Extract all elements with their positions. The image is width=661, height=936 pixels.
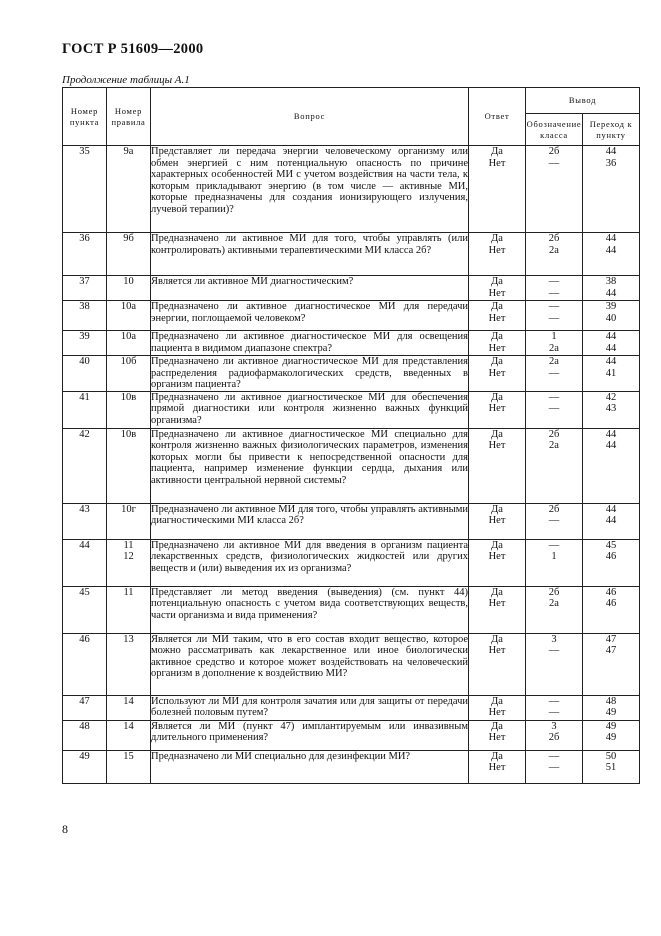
- answer-no: Нет: [488, 551, 506, 562]
- item-number-cell: [63, 233, 107, 276]
- answer-cell: [469, 503, 526, 539]
- item-number-cell: [63, 539, 107, 586]
- answer-yes: Да: [491, 750, 503, 762]
- item-number: 35: [79, 146, 90, 157]
- answer-yes: Да: [491, 720, 503, 732]
- class-if-no: —: [548, 403, 560, 414]
- go-to-if-yes: 47: [605, 633, 617, 645]
- answer-yes: Да: [491, 695, 503, 707]
- question-cell: Является ли активное МИ диагностическим?: [151, 276, 469, 301]
- answer-no: Нет: [488, 762, 506, 773]
- header-answer: Ответ: [469, 88, 526, 146]
- go-to-if-no: 36: [605, 157, 617, 169]
- go-to-if-no: 43: [605, 403, 617, 414]
- class-if-yes: 3: [551, 720, 557, 732]
- class-if-no: 2а: [549, 244, 559, 256]
- go-to-if-yes: 44: [605, 503, 617, 515]
- question-cell: Используют ли МИ для контроля зачатия или для защиты от передачи болезней половым путем?: [151, 695, 468, 718]
- answer-yes: Да: [491, 391, 503, 403]
- table-row: [63, 356, 640, 392]
- answer-cell: [469, 428, 526, 503]
- go-to-if-no: 49: [605, 732, 617, 743]
- rule-number-cell: [107, 356, 151, 392]
- class-cell: [526, 233, 583, 276]
- rule-number: 13: [123, 633, 134, 645]
- rule-number-cell: [107, 428, 151, 503]
- answer-no: Нет: [488, 157, 506, 169]
- go-to-cell: [583, 720, 640, 750]
- go-to-if-yes: 44: [605, 356, 617, 367]
- answer-cell: [469, 146, 526, 233]
- rule-number: 10в: [120, 391, 137, 403]
- table-row: [63, 391, 640, 428]
- item-number-cell: [63, 586, 107, 633]
- class-if-yes: —: [548, 695, 560, 707]
- answer-no: Нет: [488, 598, 506, 609]
- answer-yes: Да: [491, 233, 503, 244]
- go-to-cell: [583, 750, 640, 783]
- item-number-cell: [63, 428, 107, 503]
- rule-number: 10г: [121, 503, 136, 515]
- go-to-if-yes: 44: [605, 428, 617, 440]
- header-class-designation: Обозначение класса: [526, 114, 583, 146]
- go-to-if-yes: 50: [605, 750, 617, 762]
- class-if-no: 1: [551, 551, 557, 562]
- answer-cell: [469, 356, 526, 392]
- table-continuation-caption: Продолжение таблицы А.1: [62, 74, 190, 86]
- answer-cell: [469, 331, 526, 356]
- table-row: [63, 276, 640, 301]
- item-number-cell: [63, 720, 107, 750]
- go-to-if-no: 44: [605, 342, 617, 354]
- class-if-yes: —: [548, 301, 560, 312]
- class-if-yes: —: [548, 750, 560, 762]
- table-row: [63, 539, 640, 586]
- rule-number-cell: [107, 720, 151, 750]
- class-if-no: —: [548, 367, 560, 379]
- class-if-yes: 2б: [548, 146, 560, 157]
- answer-no: Нет: [488, 440, 506, 451]
- item-number: 40: [79, 356, 90, 367]
- go-to-if-no: 47: [605, 645, 617, 656]
- class-cell: [526, 331, 583, 356]
- question-cell: Предназначено ли активное МИ для того, чтобы управлять активными диагностическими МИ класса 2б?: [151, 503, 469, 539]
- item-number-cell: [63, 301, 107, 331]
- go-to-cell: [583, 586, 640, 633]
- item-number: 42: [79, 428, 90, 440]
- answer-yes: Да: [491, 356, 503, 367]
- class-if-no: —: [548, 312, 560, 324]
- rule-number: 14: [123, 695, 134, 707]
- header-rule-no: Номер правила: [107, 88, 151, 146]
- go-to-if-no: 46: [605, 551, 617, 562]
- table-row: [63, 633, 640, 695]
- go-to-cell: [583, 356, 640, 392]
- class-cell: [526, 539, 583, 586]
- answer-no: Нет: [488, 515, 506, 526]
- item-number: 36: [79, 233, 90, 244]
- answer-yes: Да: [491, 301, 503, 312]
- answer-cell: [469, 301, 526, 331]
- class-cell: [526, 146, 583, 233]
- class-if-no: —: [548, 645, 560, 656]
- answer-cell: [469, 586, 526, 633]
- rule-number-cell: [107, 695, 151, 720]
- go-to-cell: [583, 301, 640, 331]
- item-number: 47: [79, 695, 90, 707]
- rule-number: 15: [123, 750, 134, 762]
- go-to-cell: [583, 503, 640, 539]
- go-to-if-yes: 44: [605, 331, 617, 342]
- question-cell: Предназначено ли активное МИ для того, чтобы управлять (или контролировать) активными терапевтическими МИ класса 2б?: [151, 233, 469, 276]
- class-if-no: —: [548, 515, 560, 526]
- header-question: Вопрос: [151, 88, 469, 146]
- rule-number: 10а: [120, 301, 137, 312]
- go-to-cell: [583, 233, 640, 276]
- class-if-no: 2а: [549, 598, 559, 609]
- go-to-if-yes: 49: [605, 720, 617, 732]
- class-if-yes: 1: [551, 331, 557, 342]
- class-cell: [526, 391, 583, 428]
- go-to-cell: [583, 146, 640, 233]
- go-to-if-no: 46: [605, 598, 617, 609]
- class-if-no: —: [548, 287, 560, 299]
- answer-yes: Да: [491, 331, 503, 342]
- item-number: 44: [79, 539, 90, 551]
- class-if-no: —: [548, 157, 560, 169]
- question-cell: Является ли МИ таким, что в его состав входит вещество, которое можно рассматривать как лекарственное или иное биологически активное средство и которое может воздействовать на человеческий организм в дополнение к воздействию МИ?: [151, 633, 469, 695]
- rule-number-cell: [107, 146, 151, 233]
- table-row: [63, 146, 640, 233]
- item-number-cell: [63, 356, 107, 392]
- table-row: [63, 586, 640, 633]
- item-number: 45: [79, 586, 90, 598]
- go-to-if-yes: 44: [605, 146, 617, 157]
- class-cell: [526, 356, 583, 392]
- item-number-cell: [63, 695, 107, 720]
- go-to-if-yes: 44: [605, 233, 617, 244]
- class-cell: [526, 503, 583, 539]
- question-cell: Предназначено ли активное диагностическое МИ для представления распределения радиофармакологических средств, введенных в организм пациента?: [151, 356, 468, 390]
- answer-no: Нет: [488, 707, 506, 718]
- item-number: 48: [79, 720, 90, 732]
- header-go-to-item: Переход к пункту: [583, 114, 640, 146]
- rule-number-cell: [107, 633, 151, 695]
- answer-yes: Да: [491, 503, 503, 515]
- go-to-if-yes: 38: [605, 276, 617, 287]
- class-cell: [526, 301, 583, 331]
- go-to-if-yes: 42: [605, 391, 617, 403]
- answer-cell: [469, 539, 526, 586]
- class-if-no: 2а: [549, 440, 559, 451]
- go-to-cell: [583, 428, 640, 503]
- class-if-yes: 2а: [549, 356, 559, 367]
- answer-cell: [469, 276, 526, 301]
- item-number-cell: [63, 331, 107, 356]
- answer-cell: [469, 750, 526, 783]
- question-cell: Является ли МИ (пункт 47) имплантируемым или инвазивным длительного применения?: [151, 720, 469, 750]
- answer-no: Нет: [488, 312, 506, 324]
- class-if-yes: 2б: [548, 233, 560, 244]
- answer-no: Нет: [488, 244, 506, 256]
- question-cell: Предназначено ли активное диагностическое МИ для обеспечения прямой диагностики или контроля жизненно важных функций организма?: [151, 391, 469, 428]
- class-cell: [526, 276, 583, 301]
- go-to-if-yes: 39: [605, 301, 617, 312]
- answer-no: Нет: [488, 367, 506, 379]
- table-row: [63, 428, 640, 503]
- answer-no: Нет: [488, 403, 506, 414]
- question-cell: Представляет ли метод введения (выведения) (см. пункт 44) потенциальную опасность с учетом вида соответствующих веществ, части организма и вида применения?: [151, 586, 469, 633]
- go-to-cell: [583, 331, 640, 356]
- class-cell: [526, 750, 583, 783]
- document-title: ГОСТ Р 51609—2000: [62, 41, 204, 57]
- class-if-no: —: [548, 707, 560, 718]
- question-cell: Представляет ли передача энергии человеческому организму или обмен энергией с ним потенциальную опасность по причине характерных особенностей МИ с учетом воздействия на части тела, к которым прикладывают энергию (в том числе — активные МИ, которые предназначены для создания ионизирующего излучения, лучевой терапии)?: [151, 146, 469, 233]
- answer-no: Нет: [488, 287, 506, 299]
- rule-number-cell: [107, 233, 151, 276]
- item-number: 38: [79, 301, 90, 312]
- question-cell: Предназначено ли МИ специально для дезинфекции МИ?: [151, 750, 469, 783]
- rule-number-cell: [107, 539, 151, 586]
- question-cell: Предназначено ли активное МИ для введения в организм пациента лекарственных средств, физиологических жидкостей или других веществ и (или) выведения их из организма?: [151, 539, 469, 586]
- go-to-if-yes: 46: [605, 586, 617, 598]
- answer-yes: Да: [491, 276, 503, 287]
- answer-yes: Да: [491, 428, 503, 440]
- answer-yes: Да: [491, 539, 503, 551]
- answer-cell: [469, 695, 526, 720]
- header-output: Вывод: [526, 88, 640, 114]
- item-number: 37: [79, 276, 90, 287]
- go-to-if-yes: 45: [605, 539, 617, 551]
- rule-number: 9а: [123, 146, 134, 157]
- item-number-cell: [63, 391, 107, 428]
- rule-number: 14: [123, 720, 134, 732]
- answer-no: Нет: [488, 732, 506, 743]
- go-to-if-no: 49: [605, 707, 617, 718]
- class-if-yes: —: [548, 391, 560, 403]
- item-number: 46: [79, 633, 90, 645]
- item-number: 43: [79, 503, 90, 515]
- go-to-if-no: 44: [605, 440, 617, 451]
- class-if-yes: —: [548, 539, 560, 551]
- table-row: [63, 233, 640, 276]
- item-number-cell: [63, 503, 107, 539]
- rule-number-cell: [107, 503, 151, 539]
- rule-number: 10: [123, 276, 134, 287]
- class-if-no: —: [548, 762, 560, 773]
- rule-number-cell: [107, 750, 151, 783]
- rule-number: 9б: [123, 233, 134, 244]
- rule-number: 10а: [120, 331, 137, 342]
- class-cell: [526, 633, 583, 695]
- rule-number-secondary: 12: [123, 551, 134, 562]
- item-number: 39: [79, 331, 90, 342]
- table-row: [63, 720, 640, 750]
- item-number-cell: [63, 276, 107, 301]
- classification-table: [62, 87, 640, 784]
- go-to-cell: [583, 276, 640, 301]
- go-to-if-no: 51: [605, 762, 617, 773]
- item-number-cell: [63, 146, 107, 233]
- answer-yes: Да: [491, 633, 503, 645]
- rule-number-cell: [107, 301, 151, 331]
- go-to-cell: [583, 633, 640, 695]
- class-if-no: 2б: [548, 732, 560, 743]
- class-cell: [526, 720, 583, 750]
- go-to-if-yes: 48: [605, 695, 617, 707]
- rule-number: 11: [123, 539, 134, 551]
- rule-number-cell: [107, 586, 151, 633]
- go-to-if-no: 44: [605, 244, 617, 256]
- rule-number: 11: [123, 586, 134, 598]
- question-cell: Предназначено ли активное диагностическое МИ для освещения пациента в видимом диапазоне спектра?: [151, 331, 468, 354]
- rule-number: 10б: [120, 356, 137, 367]
- page-number: 8: [62, 822, 68, 836]
- go-to-if-no: 41: [605, 367, 617, 379]
- class-if-yes: —: [548, 276, 560, 287]
- table-row: [63, 331, 640, 356]
- answer-no: Нет: [488, 342, 506, 354]
- go-to-if-no: 40: [605, 312, 617, 324]
- table-row: [63, 301, 640, 331]
- rule-number-cell: [107, 331, 151, 356]
- answer-cell: [469, 633, 526, 695]
- table-row: [63, 503, 640, 539]
- class-if-yes: 2б: [548, 428, 560, 440]
- rule-number-cell: [107, 391, 151, 428]
- class-if-yes: 2б: [548, 586, 560, 598]
- table-row: [63, 695, 640, 720]
- class-cell: [526, 428, 583, 503]
- class-cell: [526, 695, 583, 720]
- answer-no: Нет: [488, 645, 506, 656]
- answer-cell: [469, 233, 526, 276]
- class-if-yes: 2б: [548, 503, 560, 515]
- table-row: [63, 750, 640, 783]
- class-if-no: 2а: [549, 342, 559, 354]
- answer-yes: Да: [491, 586, 503, 598]
- go-to-cell: [583, 695, 640, 720]
- header-item-no: Номер пункта: [63, 88, 107, 146]
- answer-cell: [469, 391, 526, 428]
- item-number-cell: [63, 633, 107, 695]
- rule-number-cell: [107, 276, 151, 301]
- rule-number: 10в: [120, 428, 137, 440]
- question-cell: Предназначено ли активное диагностическое МИ специально для контроля жизненно важных физиологических параметров, изменения которых могли бы привести к непосредственной опасности для пациента, например изменение функции сердца, дыхания или активности центральной нервной системы?: [151, 428, 469, 503]
- go-to-cell: [583, 539, 640, 586]
- item-number: 41: [79, 391, 90, 403]
- item-number-cell: [63, 750, 107, 783]
- item-number: 49: [79, 750, 90, 762]
- answer-cell: [469, 720, 526, 750]
- question-cell: Предназначено ли активное диагностическое МИ для передачи энергии, поглощаемой человеком?: [151, 301, 469, 331]
- class-if-yes: 3: [551, 633, 557, 645]
- go-to-cell: [583, 391, 640, 428]
- go-to-if-no: 44: [605, 515, 617, 526]
- answer-yes: Да: [491, 146, 503, 157]
- go-to-if-no: 44: [605, 287, 617, 299]
- class-cell: [526, 586, 583, 633]
